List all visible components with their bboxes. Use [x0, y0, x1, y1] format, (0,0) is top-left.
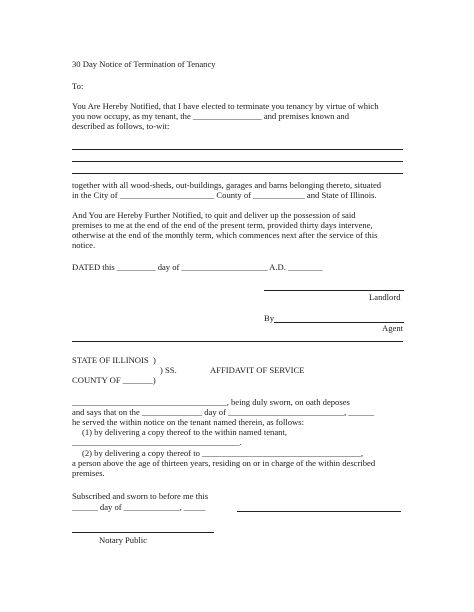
affidavit-state-line: STATE OF ILLINOIS ) — [72, 355, 156, 365]
notice-line-2: you now occupy, as my tenant, the ________________ and premises known and — [72, 111, 350, 121]
dated-line: DATED this _________ day of ____________________ A.D. ________ — [72, 262, 323, 272]
affidavit-heading: AFFIDAVIT OF SERVICE — [210, 365, 305, 375]
notary-signature-line — [72, 532, 214, 533]
further-line-1: And You are Hereby Further Notified, to quit and deliver up the possession of said — [72, 210, 356, 220]
description-line-1 — [72, 149, 403, 150]
notice-line-1: You Are Hereby Notified, that I have elected to terminate you tenancy by virtue of which — [72, 101, 379, 111]
section-divider — [72, 341, 403, 342]
subscribed-line-2: ______ day of _____________, _____ — [72, 502, 206, 512]
landlord-label: Landlord — [369, 292, 401, 302]
affidavit-line-8: premises. — [72, 468, 105, 478]
affidavit-county-line: COUNTY OF _______) — [72, 375, 156, 385]
to-label: To: — [72, 81, 84, 91]
affidavit-line-3: he served the within notice on the tenant named therein, as follows: — [72, 417, 304, 427]
further-line-3: otherwise at the end of the monthly term, which commences next after the service of this — [72, 230, 378, 240]
affidavit-ss-line: ) SS. — [160, 365, 177, 375]
description-line-2 — [72, 161, 403, 162]
further-line-4: notice. — [72, 240, 96, 250]
by-label: By — [264, 313, 275, 323]
premises-line-2: in the City of ______________________ County of ____________ and State of Illinois. — [72, 190, 377, 200]
agent-label: Agent — [382, 323, 404, 333]
affidavit-line-5: _______________________________________. — [72, 437, 242, 447]
premises-line-1: together with all wood-sheds, out-buildings, garages and barns belonging thereto, situated — [72, 180, 382, 190]
notary-public-label: Notary Public — [99, 535, 147, 545]
affidavit-line-6: (2) by delivering a copy thereof to _____________________________________, — [82, 448, 364, 458]
affidavit-line-1: ____________________________________, being duly sworn, on oath deposes — [72, 397, 350, 407]
notary-signature-line-right — [237, 511, 401, 512]
landlord-signature-line — [264, 290, 404, 291]
affidavit-line-7: a person above the age of thirteen years, residing on or in charge of the within described — [72, 458, 376, 468]
description-line-3 — [72, 173, 403, 174]
further-line-2: premises to me at the end of the end of the present term, provided thirty days intervene, — [72, 220, 373, 230]
affidavit-line-2: and says that on the ______________ day of ___________________________, ______ — [72, 407, 375, 417]
document-title: 30 Day Notice of Termination of Tenancy — [72, 59, 216, 69]
notice-line-3: described as follows, to-wit: — [72, 121, 170, 131]
subscribed-line-1: Subscribed and sworn to before me this — [72, 491, 209, 501]
affidavit-line-4: (1) by delivering a copy thereof to the within named tenant, — [82, 427, 287, 437]
